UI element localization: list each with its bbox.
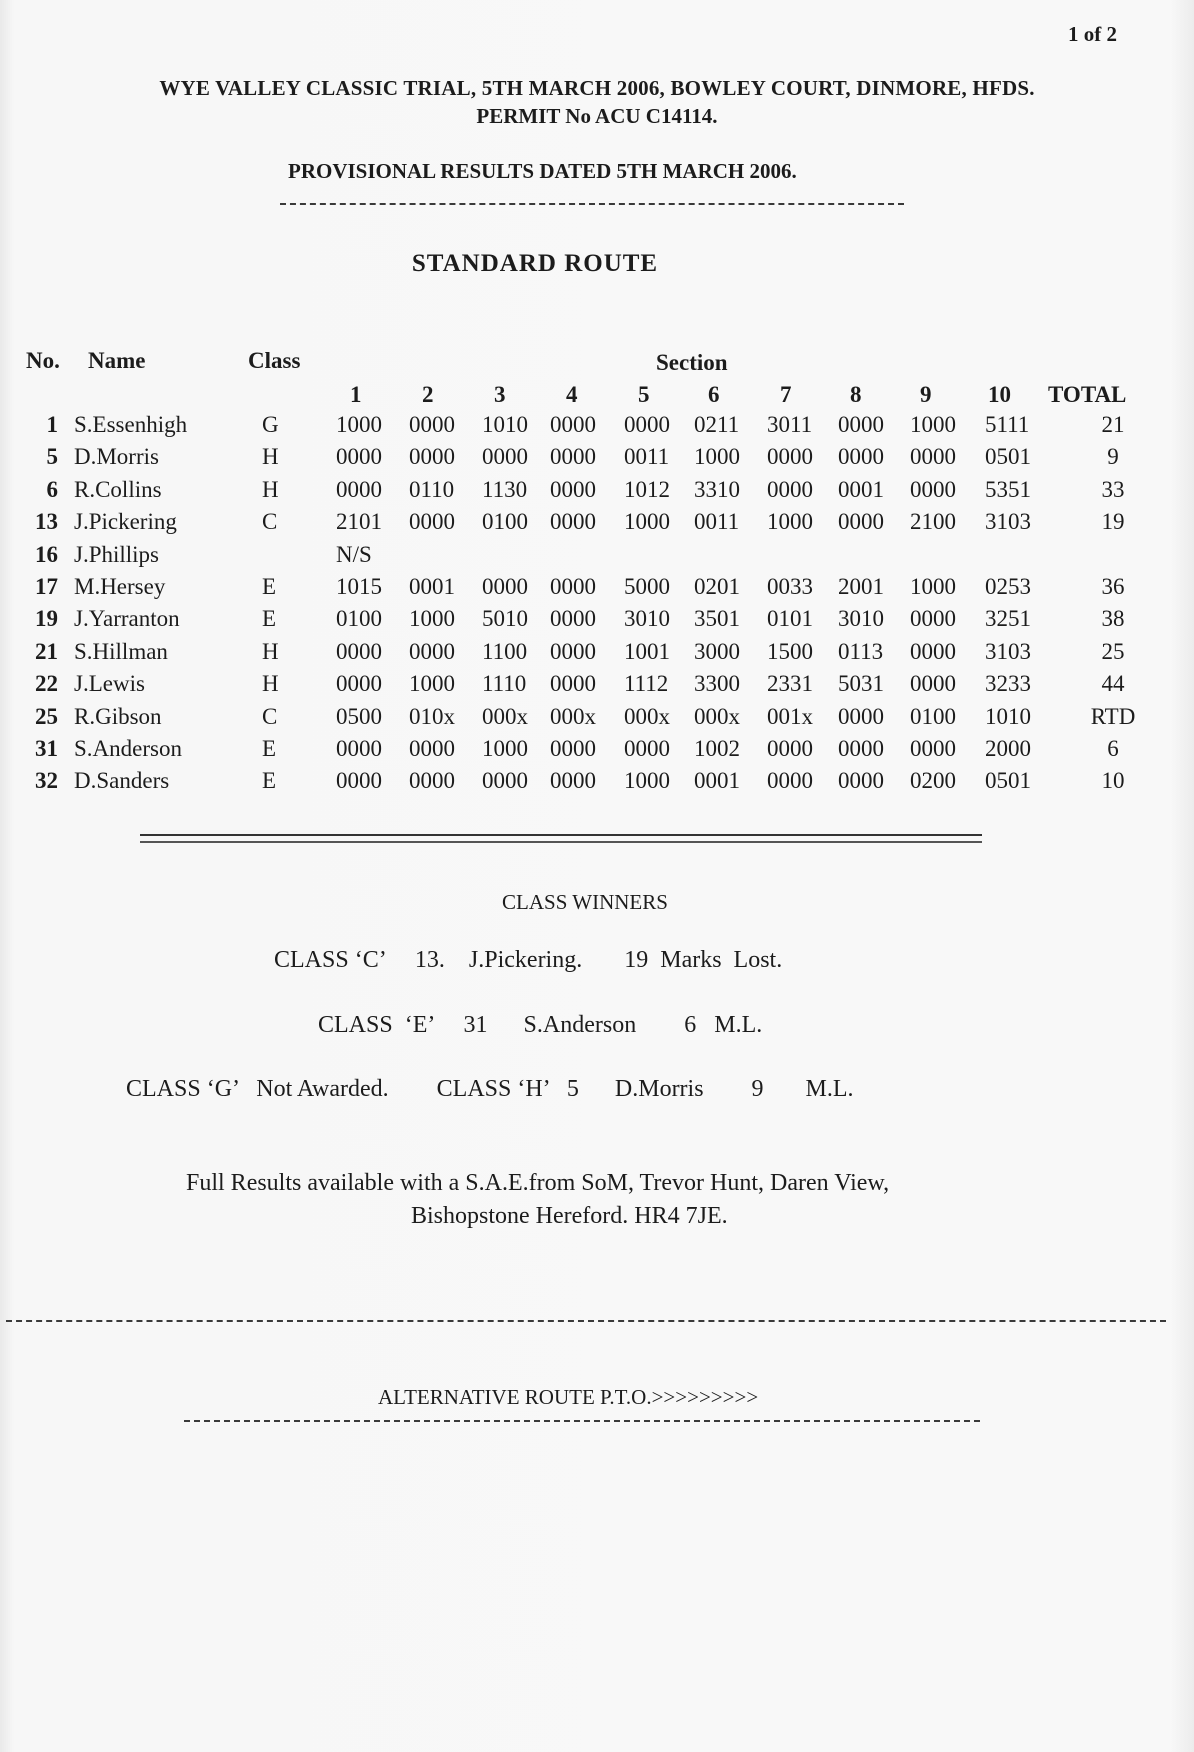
column-header-section: Section xyxy=(656,350,728,375)
section-score: 0000 xyxy=(838,444,884,469)
rider-name: S.Anderson xyxy=(74,736,182,761)
section-score: 0000 xyxy=(910,477,956,502)
section-score: 0211 xyxy=(694,412,740,437)
section-score: 0000 xyxy=(910,639,956,664)
rider-number: 31 xyxy=(35,736,58,761)
section-score: 010x xyxy=(409,704,455,729)
total-score: 36 xyxy=(1101,574,1125,599)
section-score: 0000 xyxy=(838,412,884,437)
section-score: 1000 xyxy=(624,509,670,534)
section-score: 1010 xyxy=(985,704,1031,729)
total-score: 25 xyxy=(1101,639,1125,664)
rider-class: E xyxy=(262,574,277,599)
rider-number: 32 xyxy=(35,768,58,793)
rider-name: S.Hillman xyxy=(74,639,168,664)
section-score: 0000 xyxy=(624,736,670,761)
section-number-header: 5 xyxy=(638,382,650,407)
rider-name: J.Phillips xyxy=(74,542,160,567)
section-score: 0100 xyxy=(910,704,956,729)
rider-name: D.Sanders xyxy=(74,768,170,793)
rider-name: S.Essenhigh xyxy=(74,412,188,437)
section-number-header: 6 xyxy=(708,382,720,407)
section-score: 0253 xyxy=(985,574,1031,599)
section-score: 3000 xyxy=(694,639,740,664)
section-score: 0000 xyxy=(550,671,596,696)
section-score: 3310 xyxy=(694,477,740,502)
rider-number: 13 xyxy=(35,509,58,534)
rider-number: 25 xyxy=(35,704,58,729)
section-score: 001x xyxy=(767,704,813,729)
section-score: 5010 xyxy=(482,606,528,631)
section-score: 0000 xyxy=(482,768,528,793)
section-score: 000x xyxy=(624,704,670,729)
rider-number: 1 xyxy=(46,412,58,437)
section-score: 3233 xyxy=(985,671,1031,696)
section-score: 1100 xyxy=(482,639,528,664)
section-number-header: 3 xyxy=(494,382,506,407)
section-score: 0000 xyxy=(910,606,956,631)
section-score: 0113 xyxy=(838,639,884,664)
section-score: 0000 xyxy=(550,509,596,534)
section-score: 0110 xyxy=(409,477,455,502)
section-score: 0200 xyxy=(910,768,956,793)
section-score: 3501 xyxy=(694,606,740,631)
section-score: 0201 xyxy=(694,574,740,599)
rider-number: 6 xyxy=(46,477,58,502)
class-winner-c: CLASS ‘C’ 13. J.Pickering. 19 Marks Lost. xyxy=(274,947,783,973)
section-score: 0100 xyxy=(482,509,528,534)
section-score: 1000 xyxy=(767,509,813,534)
section-score: 0000 xyxy=(409,768,455,793)
footer-divider xyxy=(6,1320,1166,1322)
section-score: 2001 xyxy=(838,574,884,599)
section-score: N/S xyxy=(336,542,372,567)
route-title: STANDARD ROUTE xyxy=(411,250,659,277)
section-number-header: 4 xyxy=(566,382,578,407)
section-score: 1010 xyxy=(482,412,528,437)
rider-class: G xyxy=(262,412,279,437)
title-underline xyxy=(280,203,904,205)
section-score: 1110 xyxy=(482,671,527,696)
section-score: 0000 xyxy=(550,477,596,502)
section-score: 0101 xyxy=(767,606,813,631)
section-score: 0000 xyxy=(482,444,528,469)
class-winner-g-h: CLASS ‘G’ Not Awarded. CLASS ‘H’ 5 D.Morris 9 M.L. xyxy=(126,1076,854,1102)
section-score: 1500 xyxy=(767,639,813,664)
section-score: 3300 xyxy=(694,671,740,696)
rider-name: R.Collins xyxy=(74,477,162,502)
rider-class: E xyxy=(262,768,277,793)
section-score: 0000 xyxy=(336,477,382,502)
section-score: 0011 xyxy=(624,444,670,469)
section-score: 0000 xyxy=(336,768,382,793)
section-score: 0000 xyxy=(550,574,596,599)
section-score: 0000 xyxy=(838,509,884,534)
rider-class: H xyxy=(262,671,279,696)
section-score: 0000 xyxy=(336,736,382,761)
section-score: 0000 xyxy=(838,736,884,761)
section-score: 0500 xyxy=(336,704,382,729)
section-score: 1130 xyxy=(482,477,528,502)
rider-class: E xyxy=(262,606,277,631)
rider-class: H xyxy=(262,477,279,502)
section-number-header: 2 xyxy=(422,382,434,407)
column-header-no: No. xyxy=(26,348,60,373)
section-score: 1000 xyxy=(910,574,956,599)
results-date-heading: PROVISIONAL RESULTS DATED 5TH MARCH 2006. xyxy=(288,159,797,183)
section-score: 0100 xyxy=(336,606,382,631)
section-score: 1000 xyxy=(624,768,670,793)
rider-name: M.Hersey xyxy=(74,574,166,599)
section-number-header: 10 xyxy=(988,382,1011,407)
class-winners-title: CLASS WINNERS xyxy=(502,890,668,914)
section-score: 0000 xyxy=(624,412,670,437)
section-score: 0000 xyxy=(550,412,596,437)
total-score: 38 xyxy=(1101,606,1125,631)
section-score: 0001 xyxy=(694,768,740,793)
rider-number: 19 xyxy=(35,606,58,631)
event-title: WYE VALLEY CLASSIC TRIAL, 5TH MARCH 2006, BOWLEY COURT, DINMORE, HFDS. xyxy=(159,76,1035,100)
permit-number: PERMIT No ACU C14114. xyxy=(476,104,718,128)
section-score: 000x xyxy=(694,704,740,729)
section-score: 2100 xyxy=(910,509,956,534)
rider-number: 17 xyxy=(35,574,58,599)
full-results-note: Full Results available with a S.A.E.from SoM, Trevor Hunt, Daren View, xyxy=(186,1170,890,1196)
section-score: 0000 xyxy=(910,444,956,469)
section-score: 0001 xyxy=(838,477,884,502)
section-score: 0000 xyxy=(910,671,956,696)
section-score: 000x xyxy=(482,704,528,729)
section-score: 1112 xyxy=(624,671,669,696)
section-score: 0000 xyxy=(767,736,813,761)
rider-class: H xyxy=(262,444,279,469)
section-score: 1012 xyxy=(624,477,670,502)
rider-number: 21 xyxy=(35,639,58,664)
section-score: 0000 xyxy=(550,606,596,631)
section-score: 0000 xyxy=(409,639,455,664)
section-score: 1000 xyxy=(409,671,455,696)
rider-name: D.Morris xyxy=(74,444,159,469)
column-header-total: TOTAL xyxy=(1048,382,1127,407)
double-divider xyxy=(140,834,982,843)
section-score: 2331 xyxy=(767,671,813,696)
section-score: 0000 xyxy=(910,736,956,761)
section-score: 0000 xyxy=(409,509,455,534)
rider-class: E xyxy=(262,736,277,761)
section-score: 5000 xyxy=(624,574,670,599)
section-score: 0001 xyxy=(409,574,455,599)
column-header-name: Name xyxy=(88,348,146,373)
section-score: 3010 xyxy=(838,606,884,631)
alt-route-underline xyxy=(184,1420,980,1422)
alternative-route-note: ALTERNATIVE ROUTE P.T.O.>>>>>>>>> xyxy=(378,1385,759,1409)
section-score: 1001 xyxy=(624,639,670,664)
total-score: 10 xyxy=(1101,768,1125,793)
section-score: 0000 xyxy=(550,736,596,761)
total-score: RTD xyxy=(1090,704,1136,729)
total-score: 19 xyxy=(1101,509,1125,534)
section-score: 3010 xyxy=(624,606,670,631)
section-score: 0000 xyxy=(767,444,813,469)
section-score: 0000 xyxy=(550,768,596,793)
section-score: 0501 xyxy=(985,768,1031,793)
section-score: 3011 xyxy=(767,412,813,437)
section-score: 0000 xyxy=(838,704,884,729)
class-winner-e: CLASS ‘E’ 31 S.Anderson 6 M.L. xyxy=(318,1012,763,1038)
rider-number: 5 xyxy=(46,444,58,469)
rider-name: R.Gibson xyxy=(74,704,162,729)
total-score: 21 xyxy=(1101,412,1125,437)
section-score: 0000 xyxy=(409,736,455,761)
section-score: 0000 xyxy=(550,639,596,664)
section-score: 0000 xyxy=(767,477,813,502)
section-score: 5031 xyxy=(838,671,884,696)
section-number-header: 8 xyxy=(850,382,862,407)
rider-class: C xyxy=(262,704,278,729)
section-score: 0033 xyxy=(767,574,813,599)
rider-name: J.Pickering xyxy=(74,509,177,534)
full-results-address: Bishopstone Hereford. HR4 7JE. xyxy=(411,1203,728,1229)
section-score: 1000 xyxy=(482,736,528,761)
column-header-class: Class xyxy=(248,348,301,373)
section-score: 1000 xyxy=(409,606,455,631)
rider-name: J.Lewis xyxy=(74,671,145,696)
section-score: 2101 xyxy=(336,509,382,534)
section-score: 0000 xyxy=(767,768,813,793)
section-score: 2000 xyxy=(985,736,1031,761)
section-score: 5111 xyxy=(985,412,1030,437)
section-score: 0000 xyxy=(336,444,382,469)
section-score: 000x xyxy=(550,704,596,729)
section-score: 1000 xyxy=(336,412,382,437)
section-number-header: 7 xyxy=(780,382,792,407)
section-score: 0000 xyxy=(838,768,884,793)
total-score: 44 xyxy=(1101,671,1125,696)
section-number-header: 9 xyxy=(920,382,932,407)
section-score: 1000 xyxy=(694,444,740,469)
rider-class: H xyxy=(262,639,279,664)
section-score: 0011 xyxy=(694,509,740,534)
section-score: 5351 xyxy=(985,477,1031,502)
rider-name: J.Yarranton xyxy=(74,606,180,631)
section-score: 3251 xyxy=(985,606,1031,631)
section-score: 1015 xyxy=(336,574,382,599)
section-score: 0000 xyxy=(336,671,382,696)
total-score: 6 xyxy=(1107,736,1119,761)
rider-class: C xyxy=(262,509,278,534)
section-score: 0000 xyxy=(409,412,455,437)
rider-number: 16 xyxy=(35,542,58,567)
page-number: 1 of 2 xyxy=(1068,22,1117,46)
total-score: 33 xyxy=(1101,477,1125,502)
section-number-header: 1 xyxy=(350,382,362,407)
section-score: 0000 xyxy=(409,444,455,469)
section-score: 0000 xyxy=(482,574,528,599)
section-score: 1002 xyxy=(694,736,740,761)
section-score: 3103 xyxy=(985,639,1031,664)
rider-number: 22 xyxy=(35,671,58,696)
section-score: 0501 xyxy=(985,444,1031,469)
total-score: 9 xyxy=(1107,444,1119,469)
section-score: 0000 xyxy=(550,444,596,469)
section-score: 0000 xyxy=(336,639,382,664)
section-score: 3103 xyxy=(985,509,1031,534)
section-score: 1000 xyxy=(910,412,956,437)
